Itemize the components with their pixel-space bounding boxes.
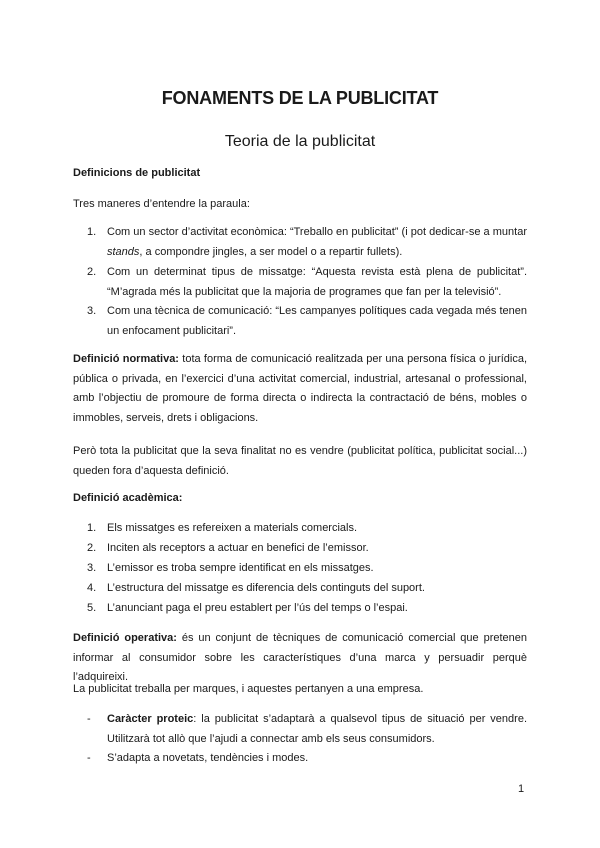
list-item: - Caràcter proteic: la publicitat s’adaptarà a qualsevol tipus de situació per vendre. Utilitzarà tot allò que l’ajudi a connectar amb els seus consumidors. (87, 713, 527, 745)
section-heading-definicions: Definicions de publicitat (73, 167, 201, 179)
operativa-label: Definició operativa: (73, 632, 177, 644)
list-item: 2. Com un determinat tipus de missatge: “Aquesta revista està plena de publicitat”. “M’agrada més la publicitat que la majoria de programes que fan per la televisió”. (87, 266, 527, 298)
list-item: - S’adapta a novetats, tendències i modes. (87, 752, 309, 764)
section-heading-academica: Definició acadèmica: (73, 492, 183, 504)
list-item: 2. Inciten als receptors a actuar en benefici de l’emissor. (87, 542, 369, 554)
list-item: 3. Com una tècnica de comunicació: “Les campanyes polítiques cada vegada més tenen un enfocament publicitari”. (87, 305, 527, 337)
document-subtitle: Teoria de la publicitat (224, 133, 376, 150)
pero-paragraph: Però tota la publicitat que la seva finalitat no es vendre (publicitat política, publicitat social...) queden fora d’aquesta definició. (73, 445, 527, 477)
marques-paragraph: La publicitat treballa per marques, i aquestes pertanyen a una empresa. (73, 683, 424, 695)
list-item: 1. Com un sector d’activitat econòmica: “Treballo en publicitat” (i pot dedicar-se a muntar stands, a compondre jingles, a ser model o a repartir fullets). (87, 226, 527, 258)
intro-paragraph: Tres maneres d’entendre la paraula: (73, 198, 250, 210)
normativa-label: Definició normativa: (73, 353, 179, 365)
list-item: 4. L’estructura del missatge es diferencia dels continguts del suport. (87, 582, 425, 594)
list-item: 3. L’emissor es troba sempre identificat en els missatges. (87, 562, 374, 574)
normativa-paragraph: Definició normativa: tota forma de comunicació realitzada per una persona física o jurídica, pública o privada, en l’exercici d’una activitat comercial, industrial, artesanal o professional, amb l’objectiu de promoure de forma directa o indirecta la contractació de béns, mobles o immobles, serveis, drets i obligacions. (73, 353, 527, 424)
document-title: FONAMENTS DE LA PUBLICITAT (161, 88, 439, 108)
list-item: 5. L’anunciant paga el preu establert per l’ús del temps o l’espai. (87, 602, 408, 614)
page-number: 1 (518, 783, 525, 795)
list-item: 1. Els missatges es refereixen a materials comercials. (87, 522, 358, 534)
operativa-paragraph: Definició operativa: és un conjunt de tècniques de comunicació comercial que pretenen informar al consumidor sobre les característiques d’una marca y persuadir perquè l’adquireixi. (73, 632, 528, 683)
